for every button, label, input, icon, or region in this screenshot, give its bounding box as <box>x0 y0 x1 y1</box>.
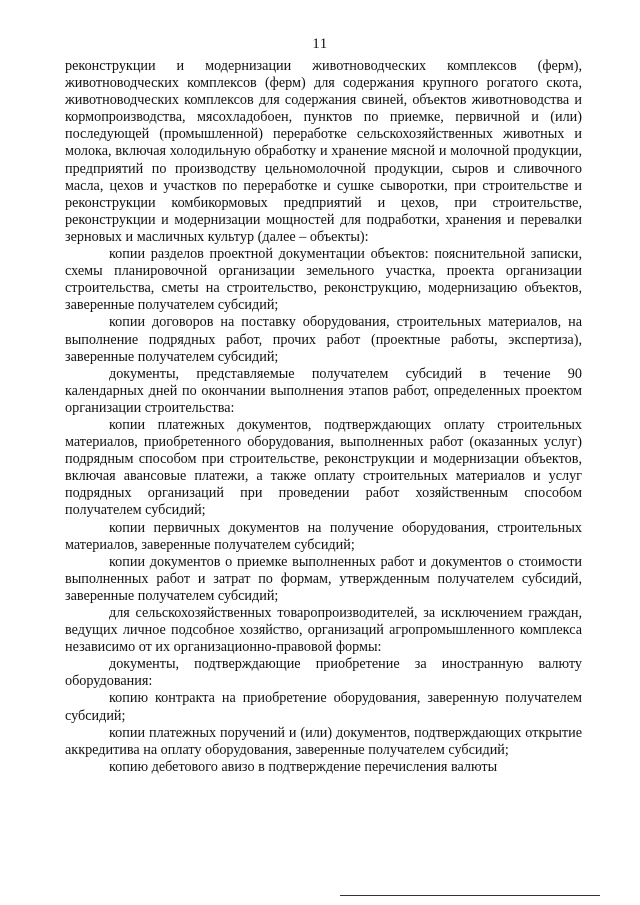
bottom-rule <box>340 895 600 896</box>
paragraph: реконструкции и модернизации животноводческих комплексов (ферм), животноводческих комплексов (ферм) для содержания крупного рогатого скота, животноводческих комплексов для содержания свиней, объектов животноводства и кормопроизводства, мясохладобоен, пунктов по приемке, первичной и (или) последующей (промышленной) переработке сельскохозяйственных животных и молока, включая холодильную обработку и хранение мясной и молочной продукции, предприятий по производству цельномолочной продукции, сыров и сливочного масла, цехов и участков по переработке и сушке сыворотки, при строительстве и реконструкции комбикормовых предприятий и цехов, при строительстве, реконструкции и модернизации мощностей для подработки, хранения и перевалки зерновых и масличных культур (далее – объекты): <box>65 58 582 245</box>
paragraph: копии разделов проектной документации объектов: пояснительной записки, схемы планировочной организации земельного участка, проекта организации строительства, сметы на строительство, реконструкцию, модернизацию объектов, заверенные получателем субсидий; <box>65 246 582 314</box>
paragraph: копии платежных поручений и (или) документов, подтверждающих открытие аккредитива на оплату оборудования, заверенные получателем субсидий; <box>65 724 582 758</box>
paragraph: копии платежных документов, подтверждающих оплату строительных материалов, приобретенного оборудования, выполненных работ (оказанных услуг) подрядным способом при строительстве, реконструкции и модернизации объектов, включая авансовые платежи, а также оплату строительных материалов и услуг подрядных организаций при проведении работ хозяйственным способом получателем субсидий; <box>65 416 582 519</box>
paragraph: документы, представляемые получателем субсидий в течение 90 календарных дней по окончании выполнения этапов работ, определенных проектом организации строительства: <box>65 365 582 416</box>
paragraph: копию контракта на приобретение оборудования, заверенную получателем субсидий; <box>65 690 582 724</box>
paragraph: копию дебетового авизо в подтверждение перечисления валюты <box>109 758 498 775</box>
paragraph: для сельскохозяйственных товаропроизводителей, за исключением граждан, ведущих личное подсобное хозяйство, организаций агропромышленного комплекса независимо от их организационно-правовой формы: <box>65 605 582 656</box>
paragraph: копии договоров на поставку оборудования, строительных материалов, на выполнение подрядных работ, прочих работ (проектные работы, экспертиза), заверенные получателем субсидий; <box>65 314 582 365</box>
page-number: 11 <box>312 36 328 52</box>
paragraph: документы, подтверждающие приобретение за иностранную валюту оборудования: <box>65 656 582 690</box>
document-body <box>65 58 582 776</box>
paragraph: копии документов о приемке выполненных работ и документов о стоимости выполненных работ и затрат по формам, утвержденным получателем субсидий, заверенные получателем субсидий; <box>65 553 582 604</box>
paragraph: копии первичных документов на получение оборудования, строительных материалов, заверенные получателем субсидий; <box>65 519 582 553</box>
